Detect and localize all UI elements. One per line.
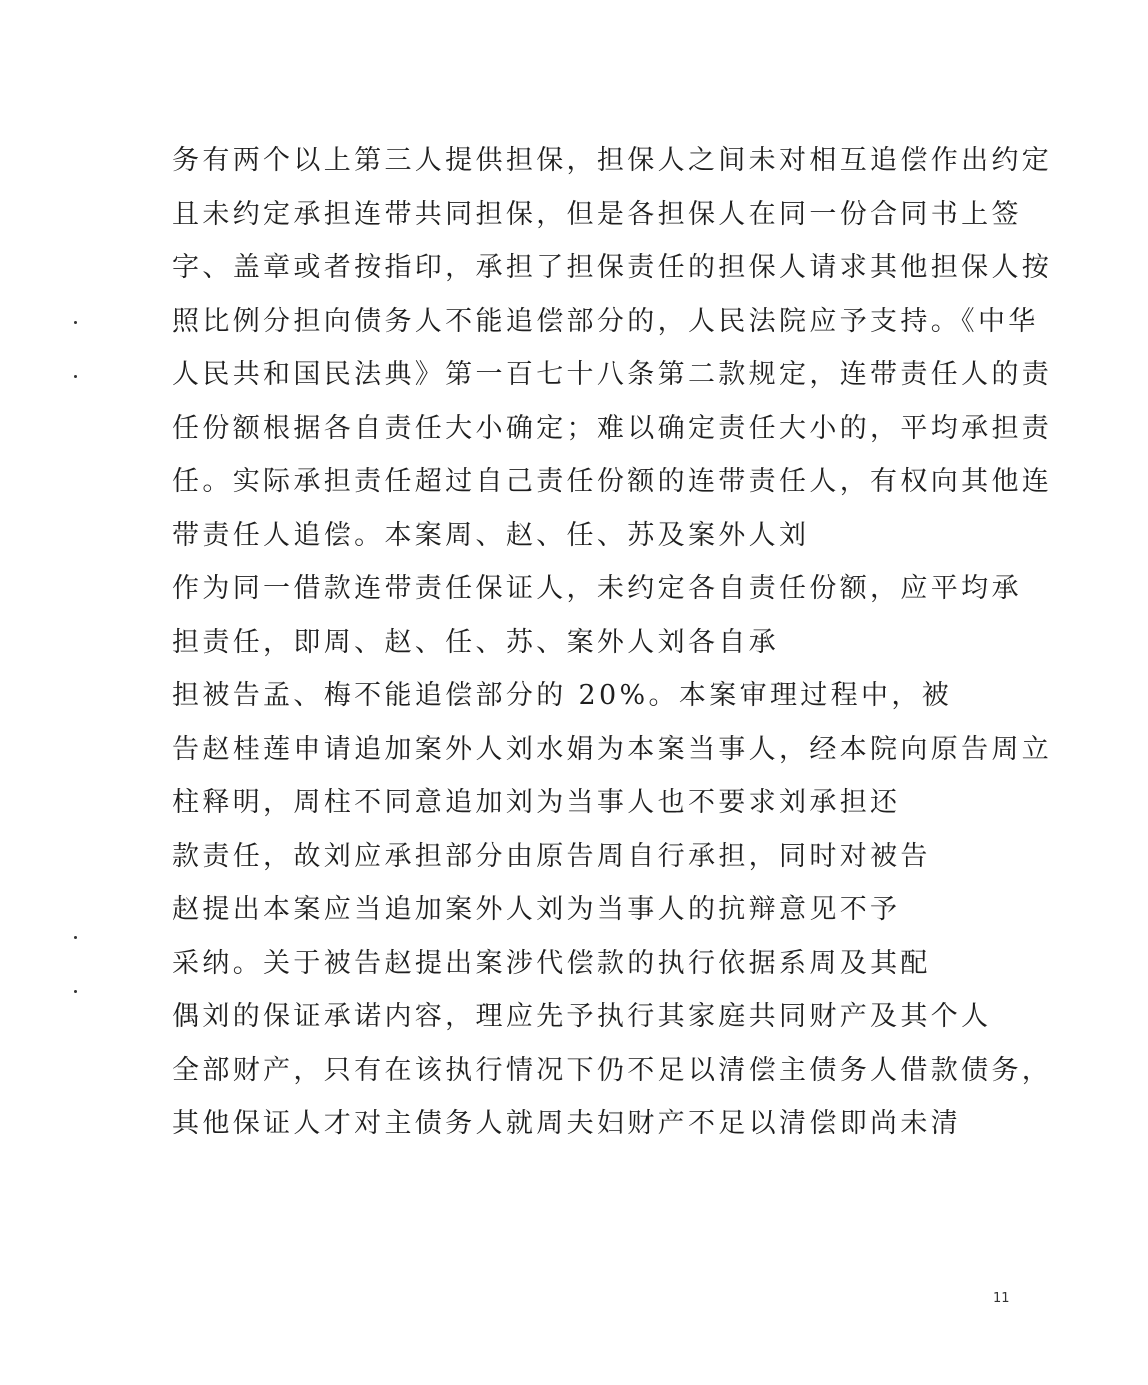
margin-mark [74,990,77,993]
text-segment: 、苏 [475,626,537,658]
text-line [172,830,1032,884]
text-segment: 且未约定承担连带共同担保，但是各担保人在同一份合同书上签 [172,198,1022,230]
text-segment: 带责任人追偿。本案周 [172,519,476,551]
text-line [172,616,1032,670]
text-line [172,1044,1053,1098]
text-line [172,348,1053,402]
text-segment: 、案外人刘 [536,626,688,658]
text-segment: 担责任，即周 [172,626,355,658]
text-segment: 的保证承诺内容，理应先予执行其家庭共同财产及其个人 [232,1001,992,1032]
text-segment: 柱释明，周 [172,787,324,818]
text-segment: 人民共和国民法典》第一百七十八条第二款规定，连带责任人的责 [172,359,1053,390]
text-segment: 柱不同意追加刘 [323,787,537,818]
text-segment: 采纳。关于被告赵 [172,947,415,979]
text-line [172,295,1039,349]
text-segment: 提出本案应当追加案外人刘 [202,894,567,925]
text-segment: 为当事人的抗辩意见不予 [566,894,901,925]
text-segment: 任份额根据各自责任大小确定；难以确定责任大小的，平均承担责 [172,412,1053,444]
text-line [172,1097,1032,1151]
text-segment: 、苏 [596,519,658,551]
text-line [172,669,1032,723]
text-line [172,883,1032,937]
text-segment: 、任 [536,519,597,551]
text-segment: 赵 [172,894,203,925]
margin-mark [74,321,77,324]
text-line [172,402,1053,456]
text-line [172,509,1032,563]
text-line [172,937,1032,991]
margin-mark [74,936,77,939]
text-segment: 、任 [414,626,476,658]
text-segment: 担被告孟 [172,680,294,711]
text-line [172,562,1032,616]
body-text [172,134,1053,1151]
text-segment: 务有两个以上第三人提供担保，担保人之间未对相互追偿作出约定 [172,145,1053,176]
text-segment: 全部财产，只有在该执行情况下仍不足以清偿主债务人借款债务， [172,1054,1053,1086]
text-segment: 照比例分担向债务人不能追偿部分的，人民法院应予支持。《中华 [172,305,1039,337]
text-segment: 及其配 [839,947,931,979]
text-segment: 作为同一借款连带责任保证人，未约定各自责任份额，应平均承 [172,573,1022,604]
text-line [172,990,1032,1044]
text-segment: 自行承担，同时对被告 [627,840,931,872]
text-segment: 为当事人也不要求刘 [536,787,810,818]
text-segment: 应承担部分由原告周 [354,840,628,872]
text-line [172,455,1053,509]
text-segment: 及案外人刘 [657,519,810,551]
margin-mark [74,375,77,378]
text-segment: 任。实际承担责任超过自己责任份额的连带责任人，有权向其他连 [172,466,1053,497]
text-segment: 、 [293,680,324,711]
page-number: 11 [993,1291,1010,1306]
text-segment: 梅不能追偿部分的 20%。本案审理过程中，被 [323,680,953,711]
text-segment: 夫妇财产不足以清偿即尚未清 [566,1108,962,1139]
text-segment: 款责任，故刘 [172,840,355,872]
text-line [172,776,1032,830]
text-segment: 偶刘 [172,1001,233,1032]
text-line [172,723,1053,777]
text-segment: 承担还 [809,787,901,818]
text-segment: 其他保证人才对主债务人就周 [172,1108,567,1139]
text-segment: 各自承 [687,626,780,658]
text-segment: 提出案涉代偿款的执行依据系周 [414,947,840,979]
text-segment: 字、盖章或者按指印，承担了担保责任的担保人请求其他担保人按 [172,252,1053,283]
text-segment: 、赵 [475,519,537,551]
text-line [172,241,1053,295]
text-segment: 告赵桂莲申请追加案外人刘水娟为本案当事人，经本院向原告周立 [172,733,1053,765]
text-line [172,134,1053,188]
text-segment: 、赵 [354,626,415,658]
text-line [172,188,1032,242]
